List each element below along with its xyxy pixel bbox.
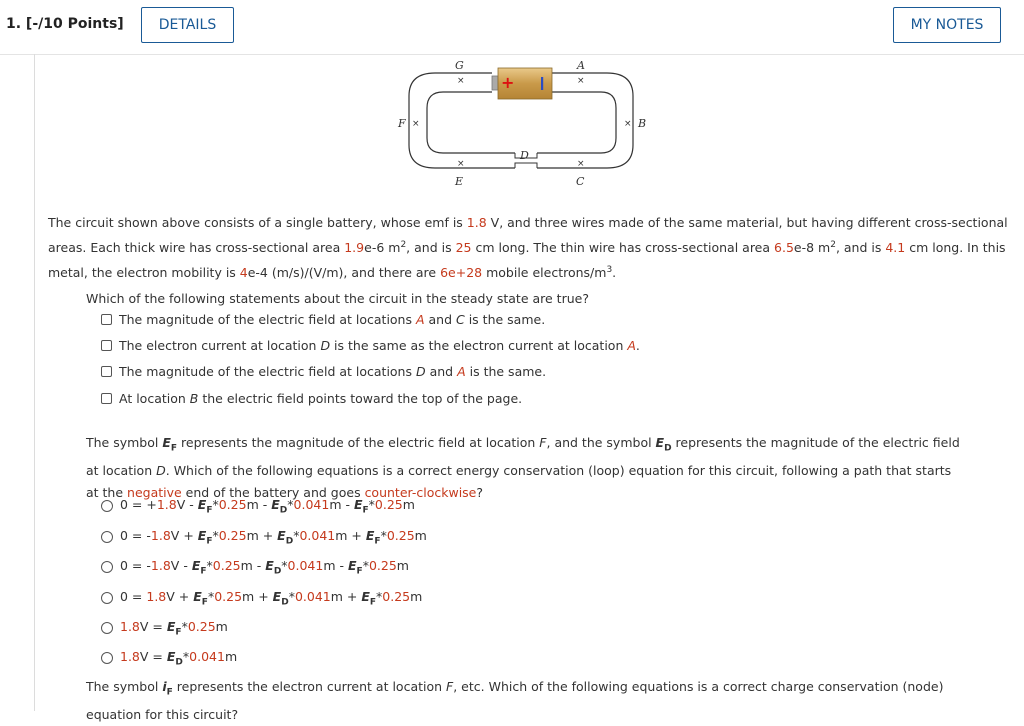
part2-option-5[interactable] [101,619,228,638]
option-text: $0 = -1.8V + E_F*0.25m + E_D*0.041m + E_F*0.25m$ [120,528,427,547]
part1-question: Which of the following statements about the circuit in the steady state are true? [86,291,589,306]
option-text: $0 = 1.8V + E_F*0.25m + E_D*0.041m + E_F*0.25m$ [120,589,423,608]
label-F: F [398,117,406,130]
battery-plus-sign: + [501,73,515,92]
part1-option-3[interactable] [101,364,546,379]
part2-question: The symbol $E_F$ represents the magnitude of the electric field at location F, and the symbol $E_D$ represents the magnitude of the electric field at location D. Which of the following equations is a correct energy conservation (loop) equation for this circuit, following a path that starts at the negative end of the battery and goes counter-clockwise? [86,435,960,500]
part2-option-1[interactable] [101,497,415,516]
marker-B: × [624,119,632,129]
problem-statement: The circuit shown above consists of a single battery, whose emf is 1.8 V, and three wires made of the same material, but having different cross-sectional areas. Each thick wire has cross-sectional area 1.9e-6 $m^2$, and is 25 cm long. The thin wire has cross-sectional area 6.5e-8 $m^2$, and is 4.1 cm long. In this metal, the electron mobility is 4e-4 (m/s)/(V/m), and there are 6e+28 mobile electrons/$m^3$. [48,215,1008,281]
label-G: G [455,59,464,72]
checkbox[interactable] [101,314,112,325]
my-notes-button[interactable]: MY NOTES [893,7,1001,43]
label-D: D [520,149,529,162]
option-text: At location B the electric field points toward the top of the page. [119,391,523,406]
checkbox[interactable] [101,366,112,377]
battery-minus-sign [541,77,543,90]
checkbox[interactable] [101,340,112,351]
question-header [0,0,1024,55]
checkbox[interactable] [101,393,112,404]
radio-button[interactable] [101,500,113,512]
radio-button[interactable] [101,652,113,664]
part2-option-4[interactable] [101,589,422,608]
part3-question: The symbol $i_F$ represents the electron current at location F, etc. Which of the following equations is a correct charge conservation (node) equation for this circuit? [86,679,944,722]
label-E: E [455,175,464,188]
part1-option-4[interactable] [101,391,522,406]
marker-G: × [457,76,465,86]
battery-terminal-icon [492,76,498,90]
part2-option-3[interactable] [101,558,409,577]
option-text: $1.8V = E_D*0.041m$ [120,649,238,668]
label-C: C [576,175,585,188]
option-text: The magnitude of the electric field at locations A and C is the same. [119,312,546,327]
circuit-diagram [395,58,660,193]
radio-button[interactable] [101,622,113,634]
radio-button[interactable] [101,561,113,573]
part1-option-2[interactable] [101,338,640,353]
option-text: $0 = -1.8V - E_F*0.25m - E_D*0.041m - E_F*0.25m$ [120,558,409,577]
radio-button[interactable] [101,531,113,543]
part2-option-2[interactable] [101,528,427,547]
marker-E: × [457,159,465,169]
part1-option-1[interactable] [101,312,545,327]
label-A: A [577,59,585,72]
content-left-border [34,54,35,711]
part2-option-6[interactable] [101,649,237,668]
radio-button[interactable] [101,592,113,604]
marker-F: × [412,119,420,129]
marker-C: × [577,159,585,169]
option-text: $0 = +1.8V - E_F*0.25m - E_D*0.041m - E_F*0.25m$ [120,497,415,516]
question-points-label: 1. [-/10 Points] [6,16,124,32]
label-B: B [638,117,647,130]
option-text: The magnitude of the electric field at locations D and A is the same. [119,364,547,379]
option-text: The electron current at location D is the same as the electron current at location A. [119,338,640,353]
marker-A: × [577,76,585,86]
details-button[interactable]: DETAILS [141,7,234,43]
option-text: $1.8V = E_F*0.25m$ [120,619,228,638]
